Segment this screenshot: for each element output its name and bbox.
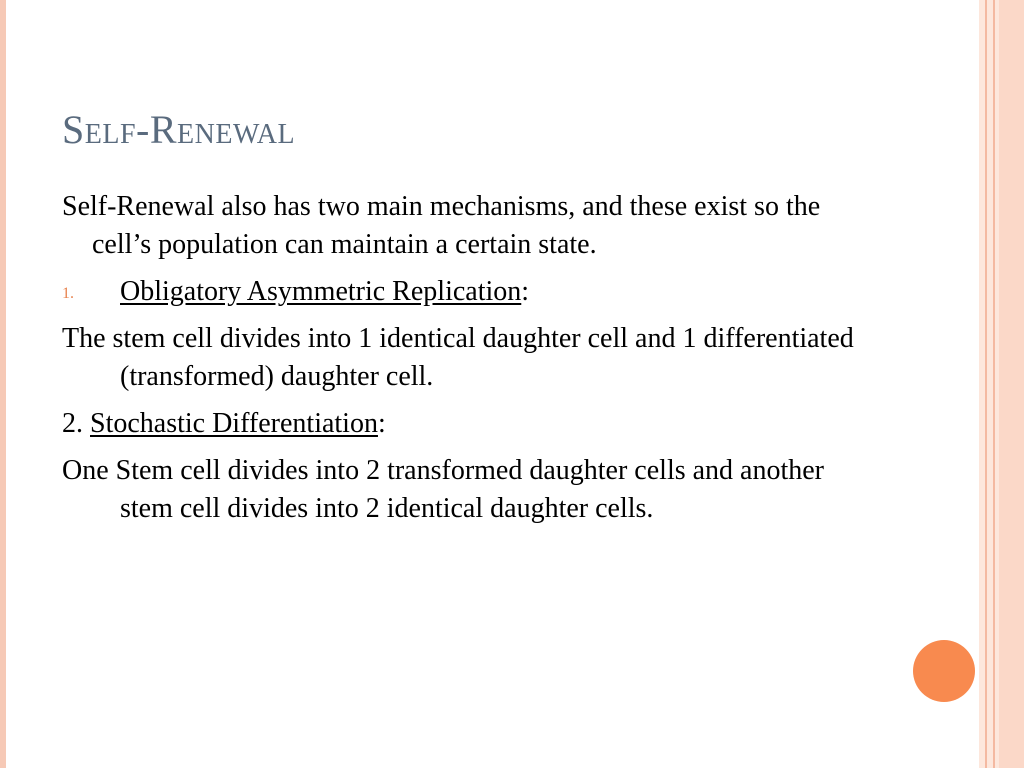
decorative-circle bbox=[913, 640, 975, 702]
term-stochastic-differentiation: Stochastic Differentiation bbox=[90, 408, 378, 439]
slide-title: Self-Renewal bbox=[62, 107, 296, 152]
right-border-stripe bbox=[993, 0, 995, 768]
right-border-stripe bbox=[985, 0, 987, 768]
right-border-band bbox=[999, 0, 1024, 768]
list-item-1 bbox=[62, 273, 882, 311]
list-number-1: 1. bbox=[62, 285, 74, 302]
term-obligatory-asymmetric-replication: Obligatory Asymmetric Replication bbox=[120, 276, 522, 307]
term-colon: : bbox=[377, 408, 386, 439]
slide-body bbox=[62, 188, 882, 537]
right-border-panel bbox=[979, 0, 999, 768]
list-item-2 bbox=[62, 405, 882, 443]
left-border-strip bbox=[0, 0, 6, 768]
intro-paragraph: Self-Renewal also has two main mechanisms, and these exist so the cell’s population can maintain a certain state. bbox=[62, 191, 821, 260]
item2-description: One Stem cell divides into 2 transformed daughter cells and another stem cell divides into 2 identical daughter cells. bbox=[62, 455, 825, 524]
list-number-2: 2. bbox=[62, 408, 90, 439]
item1-description: The stem cell divides into 1 identical daughter cell and 1 differentiated (transformed) daughter cell. bbox=[62, 323, 854, 392]
term-colon: : bbox=[521, 276, 530, 307]
